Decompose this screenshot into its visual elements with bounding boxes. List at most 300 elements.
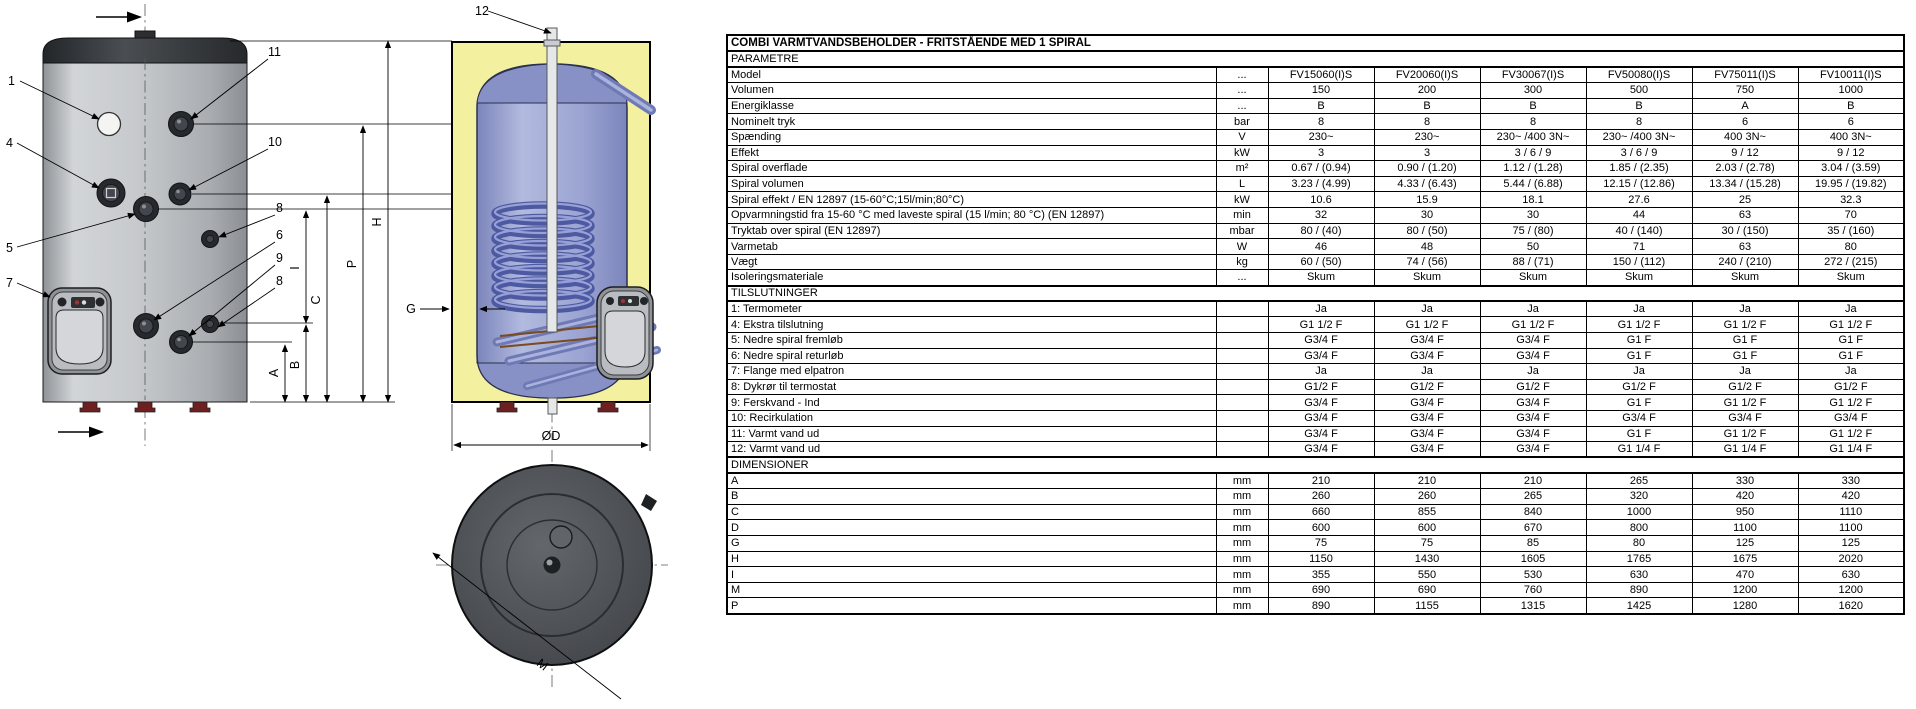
row-value: 8 <box>1480 114 1586 130</box>
row-unit: L <box>1216 176 1268 192</box>
row-value: 1425 <box>1586 598 1692 614</box>
row-value: G3/4 F <box>1586 411 1692 427</box>
table-title: COMBI VARMTVANDSBEHOLDER - FRITSTÅENDE MED 1 SPIRAL <box>727 35 1904 51</box>
row-value: 760 <box>1480 582 1586 598</box>
row-label: 5: Nedre spiral fremløb <box>727 333 1216 349</box>
row-value: B <box>1374 98 1480 114</box>
row-value: 550 <box>1374 567 1480 583</box>
row-value: G1/2 F <box>1586 379 1692 395</box>
top-view-hub <box>544 557 561 574</box>
port-10 <box>169 183 191 205</box>
row-value: G1 1/2 F <box>1692 426 1798 442</box>
row-value: G1/2 F <box>1268 379 1374 395</box>
row-value: 1100 <box>1692 520 1798 536</box>
row-label: A <box>727 473 1216 489</box>
row-value: 855 <box>1374 504 1480 520</box>
row-value: 46 <box>1268 239 1374 255</box>
row-unit: min <box>1216 208 1268 224</box>
row-value: 1150 <box>1268 551 1374 567</box>
row-value: Ja <box>1692 364 1798 380</box>
row-unit: mm <box>1216 551 1268 567</box>
row-label: Effekt <box>727 145 1216 161</box>
dim-label-c: C <box>309 295 323 305</box>
row-value: 8 <box>1374 114 1480 130</box>
row-value: 300 <box>1480 83 1586 99</box>
row-value: 150 / (112) <box>1586 254 1692 270</box>
row-value: 125 <box>1692 536 1798 552</box>
row-unit <box>1216 301 1268 317</box>
row-value: 32 <box>1268 208 1374 224</box>
row-unit: mm <box>1216 536 1268 552</box>
row-value: G3/4 F <box>1480 442 1586 458</box>
row-value: G1 F <box>1586 348 1692 364</box>
row-value: 150 <box>1268 83 1374 99</box>
row-value: 1430 <box>1374 551 1480 567</box>
dim-label-a: A <box>267 368 281 378</box>
row-value: 75 <box>1374 536 1480 552</box>
row-value: 630 <box>1798 567 1904 583</box>
row-value: 8 <box>1586 114 1692 130</box>
row-unit: mbar <box>1216 223 1268 239</box>
row-value: G1 F <box>1798 333 1904 349</box>
row-value: 1000 <box>1798 83 1904 99</box>
row-unit: m² <box>1216 161 1268 177</box>
row-unit: ... <box>1216 67 1268 83</box>
row-value: Skum <box>1586 270 1692 286</box>
row-label: Spiral volumen <box>727 176 1216 192</box>
row-unit <box>1216 442 1268 458</box>
row-label: B <box>727 489 1216 505</box>
row-value: 27.6 <box>1586 192 1692 208</box>
row-value: Ja <box>1480 364 1586 380</box>
row-value: G1 F <box>1798 348 1904 364</box>
row-value: 890 <box>1586 582 1692 598</box>
row-value: 1280 <box>1692 598 1798 614</box>
row-value: 48 <box>1374 239 1480 255</box>
technical-drawing <box>0 0 726 709</box>
row-value: 1765 <box>1586 551 1692 567</box>
row-value: 80 <box>1798 239 1904 255</box>
row-value: Skum <box>1480 270 1586 286</box>
callout-label-6: 6 <box>276 228 283 242</box>
row-value: B <box>1480 98 1586 114</box>
row-value: 260 <box>1268 489 1374 505</box>
row-value: G1 F <box>1692 348 1798 364</box>
row-unit <box>1216 379 1268 395</box>
row-value: 13.34 / (15.28) <box>1692 176 1798 192</box>
row-label: G <box>727 536 1216 552</box>
row-label: Vægt <box>727 254 1216 270</box>
callout-label-11: 11 <box>268 45 281 59</box>
row-value: 320 <box>1586 489 1692 505</box>
row-value: G3/4 F <box>1692 411 1798 427</box>
row-value: 6 <box>1692 114 1798 130</box>
row-unit <box>1216 411 1268 427</box>
callout-label-5: 5 <box>6 241 13 255</box>
row-value: G1 1/2 F <box>1586 317 1692 333</box>
row-label: I <box>727 567 1216 583</box>
pipe-collar <box>544 40 560 46</box>
center-pipe <box>547 28 557 332</box>
row-value: 125 <box>1798 536 1904 552</box>
row-value: G3/4 F <box>1268 426 1374 442</box>
row-value: 32.3 <box>1798 192 1904 208</box>
row-label: Varmetab <box>727 239 1216 255</box>
row-value: G1 1/2 F <box>1798 395 1904 411</box>
callout-label-9: 9 <box>276 251 283 265</box>
row-unit: ... <box>1216 83 1268 99</box>
callout-label-12: 12 <box>475 4 489 18</box>
row-value: Ja <box>1374 301 1480 317</box>
row-value: 30 / (150) <box>1692 223 1798 239</box>
dim-label-h: H <box>370 217 384 227</box>
row-value: G3/4 F <box>1480 411 1586 427</box>
row-value: 1605 <box>1480 551 1586 567</box>
row-value: 1620 <box>1798 598 1904 614</box>
row-value: A <box>1692 98 1798 114</box>
row-value: 19.95 / (19.82) <box>1798 176 1904 192</box>
row-value: G3/4 F <box>1374 348 1480 364</box>
row-value: 3 <box>1268 145 1374 161</box>
section-header: PARAMETRE <box>727 51 1904 67</box>
row-value: G3/4 F <box>1480 348 1586 364</box>
row-value: FV50080(I)S <box>1586 67 1692 83</box>
row-value: Ja <box>1586 364 1692 380</box>
row-unit: mm <box>1216 473 1268 489</box>
row-value: FV10011(I)S <box>1798 67 1904 83</box>
row-value: G3/4 F <box>1374 411 1480 427</box>
row-label: C <box>727 504 1216 520</box>
section-header: TILSLUTNINGER <box>727 286 1904 302</box>
row-value: 3 / 6 / 9 <box>1480 145 1586 161</box>
top-view <box>433 450 668 699</box>
row-value: G1 1/4 F <box>1692 442 1798 458</box>
row-label: Nominelt tryk <box>727 114 1216 130</box>
row-value: 8 <box>1268 114 1374 130</box>
row-value: B <box>1268 98 1374 114</box>
row-value: 890 <box>1268 598 1374 614</box>
row-value: B <box>1798 98 1904 114</box>
row-unit: ... <box>1216 270 1268 286</box>
row-value: G1 1/2 F <box>1798 426 1904 442</box>
row-value: 230~ <box>1374 129 1480 145</box>
row-value: FV15060(I)S <box>1268 67 1374 83</box>
row-value: Ja <box>1798 364 1904 380</box>
row-unit: W <box>1216 239 1268 255</box>
row-label: Model <box>727 67 1216 83</box>
row-value: FV30067(I)S <box>1480 67 1586 83</box>
section-view <box>406 4 657 451</box>
row-label: Tryktab over spiral (EN 12897) <box>727 223 1216 239</box>
row-label: 7: Flange med elpatron <box>727 364 1216 380</box>
row-value: G1 1/2 F <box>1798 317 1904 333</box>
top-view-notch <box>641 494 657 511</box>
row-unit <box>1216 426 1268 442</box>
row-value: Ja <box>1692 301 1798 317</box>
row-value: 260 <box>1374 489 1480 505</box>
row-value: 400 3N~ <box>1798 129 1904 145</box>
row-value: 80 <box>1586 536 1692 552</box>
row-value: 60 / (50) <box>1268 254 1374 270</box>
row-value: G1 F <box>1586 333 1692 349</box>
row-value: G3/4 F <box>1374 442 1480 458</box>
spiral-coil <box>495 204 591 310</box>
row-value: 3 / 6 / 9 <box>1586 145 1692 161</box>
row-value: Ja <box>1374 364 1480 380</box>
row-unit: V <box>1216 129 1268 145</box>
row-value: 1675 <box>1692 551 1798 567</box>
dim-label-p: P <box>345 259 359 269</box>
row-value: 630 <box>1586 567 1692 583</box>
row-value: G3/4 F <box>1268 395 1374 411</box>
row-value: 670 <box>1480 520 1586 536</box>
row-value: 330 <box>1692 473 1798 489</box>
row-value: 470 <box>1692 567 1798 583</box>
row-unit: kW <box>1216 145 1268 161</box>
row-value: 1.12 / (1.28) <box>1480 161 1586 177</box>
row-value: G1 F <box>1692 333 1798 349</box>
row-value: 0.90 / (1.20) <box>1374 161 1480 177</box>
row-value: G3/4 F <box>1374 426 1480 442</box>
row-unit: kg <box>1216 254 1268 270</box>
row-value: 690 <box>1374 582 1480 598</box>
row-value: Skum <box>1268 270 1374 286</box>
row-unit: mm <box>1216 567 1268 583</box>
row-unit: mm <box>1216 598 1268 614</box>
row-value: 210 <box>1480 473 1586 489</box>
row-value: 9 / 12 <box>1692 145 1798 161</box>
row-unit: mm <box>1216 582 1268 598</box>
row-value: 500 <box>1586 83 1692 99</box>
row-value: G1 1/4 F <box>1798 442 1904 458</box>
row-value: G1 F <box>1586 395 1692 411</box>
row-value: Ja <box>1268 364 1374 380</box>
row-label: Spiral overflade <box>727 161 1216 177</box>
dim-label-g: G <box>406 302 416 316</box>
dim-label-b: B <box>288 360 302 370</box>
row-value: 265 <box>1480 489 1586 505</box>
row-value: 1200 <box>1692 582 1798 598</box>
row-unit <box>1216 364 1268 380</box>
row-label: Volumen <box>727 83 1216 99</box>
row-value: G3/4 F <box>1374 333 1480 349</box>
row-value: 330 <box>1798 473 1904 489</box>
row-value: 230~ <box>1268 129 1374 145</box>
callout-label-4: 4 <box>6 136 13 150</box>
row-value: 3.04 / (3.59) <box>1798 161 1904 177</box>
port-1-thermometer <box>98 113 121 136</box>
row-value: G1/2 F <box>1374 379 1480 395</box>
row-value: G3/4 F <box>1798 411 1904 427</box>
row-value: 25 <box>1692 192 1798 208</box>
row-value: B <box>1586 98 1692 114</box>
row-label: 4: Ekstra tilslutning <box>727 317 1216 333</box>
row-value: G3/4 F <box>1374 395 1480 411</box>
row-value: G3/4 F <box>1268 333 1374 349</box>
row-value: G1/2 F <box>1798 379 1904 395</box>
row-value: 2020 <box>1798 551 1904 567</box>
row-label: 10: Recirkulation <box>727 411 1216 427</box>
row-value: 74 / (56) <box>1374 254 1480 270</box>
row-unit <box>1216 395 1268 411</box>
row-value: 530 <box>1480 567 1586 583</box>
row-value: G1 1/2 F <box>1692 395 1798 411</box>
row-label: 1: Termometer <box>727 301 1216 317</box>
port-5 <box>134 197 159 222</box>
row-unit: kW <box>1216 192 1268 208</box>
bottom-pipe-stub <box>548 398 557 414</box>
row-value: G3/4 F <box>1268 442 1374 458</box>
top-view-port <box>550 526 572 548</box>
row-value: 9 / 12 <box>1798 145 1904 161</box>
row-value: 44 <box>1586 208 1692 224</box>
row-unit: bar <box>1216 114 1268 130</box>
row-unit: mm <box>1216 504 1268 520</box>
row-value: 230~ /400 3N~ <box>1480 129 1586 145</box>
port-6 <box>134 314 159 339</box>
row-value: 420 <box>1692 489 1798 505</box>
row-value: 10.6 <box>1268 192 1374 208</box>
row-value: G1 1/2 F <box>1480 317 1586 333</box>
row-value: 5.44 / (6.88) <box>1480 176 1586 192</box>
row-label: H <box>727 551 1216 567</box>
section-cut-arrowhead-bottom <box>89 427 104 438</box>
row-label: Opvarmningstid fra 15-60 °C med laveste spiral (15 l/min; 80 °C) (EN 12897) <box>727 208 1216 224</box>
row-value: Ja <box>1480 301 1586 317</box>
dim-label-m: M <box>534 656 551 674</box>
row-unit <box>1216 333 1268 349</box>
row-value: 3 <box>1374 145 1480 161</box>
row-value: 70 <box>1798 208 1904 224</box>
row-value: 1.85 / (2.35) <box>1586 161 1692 177</box>
control-panel-front <box>48 288 111 374</box>
callout-label-8b: 8 <box>276 274 283 288</box>
row-value: 6 <box>1798 114 1904 130</box>
control-panel-section <box>597 287 653 379</box>
row-value: 15.9 <box>1374 192 1480 208</box>
row-value: G1 F <box>1586 426 1692 442</box>
row-value: G1 1/2 F <box>1268 317 1374 333</box>
row-value: 750 <box>1692 83 1798 99</box>
row-label: 12: Varmt vand ud <box>727 442 1216 458</box>
dim-label-d: ØD <box>541 429 561 443</box>
section-cut-arrowhead-top <box>127 12 142 23</box>
row-label: 9: Ferskvand - Ind <box>727 395 1216 411</box>
row-label: 6: Nedre spiral returløb <box>727 348 1216 364</box>
row-value: FV75011(I)S <box>1692 67 1798 83</box>
row-value: 1000 <box>1586 504 1692 520</box>
row-value: 1200 <box>1798 582 1904 598</box>
row-value: 240 / (210) <box>1692 254 1798 270</box>
port-4 <box>97 179 125 207</box>
row-value: G1/2 F <box>1692 379 1798 395</box>
row-label: 11: Varmt vand ud <box>727 426 1216 442</box>
row-value: 1155 <box>1374 598 1480 614</box>
row-value: Skum <box>1692 270 1798 286</box>
row-value: 265 <box>1586 473 1692 489</box>
row-value: G3/4 F <box>1480 333 1586 349</box>
callout-label-1: 1 <box>8 74 15 88</box>
row-value: G3/4 F <box>1480 395 1586 411</box>
row-value: 1110 <box>1798 504 1904 520</box>
row-value: G3/4 F <box>1268 411 1374 427</box>
row-value: 30 <box>1374 208 1480 224</box>
row-unit <box>1216 348 1268 364</box>
row-value: 800 <box>1586 520 1692 536</box>
row-value: 400 3N~ <box>1692 129 1798 145</box>
row-value: 18.1 <box>1480 192 1586 208</box>
row-label: Energiklasse <box>727 98 1216 114</box>
row-label: Spiral effekt / EN 12897 (15-60°C;15l/min;80°C) <box>727 192 1216 208</box>
row-label: Isoleringsmateriale <box>727 270 1216 286</box>
callout-label-7: 7 <box>6 276 13 290</box>
row-unit: mm <box>1216 489 1268 505</box>
row-label: M <box>727 582 1216 598</box>
row-value: 230~ /400 3N~ <box>1586 129 1692 145</box>
row-value: 660 <box>1268 504 1374 520</box>
row-label: Spænding <box>727 129 1216 145</box>
row-value: 2.03 / (2.78) <box>1692 161 1798 177</box>
row-value: 71 <box>1586 239 1692 255</box>
port-11 <box>169 112 194 137</box>
row-unit <box>1216 317 1268 333</box>
row-value: Skum <box>1374 270 1480 286</box>
row-value: 40 / (140) <box>1586 223 1692 239</box>
row-value: 1315 <box>1480 598 1586 614</box>
row-label: D <box>727 520 1216 536</box>
row-value: Skum <box>1798 270 1904 286</box>
row-value: 210 <box>1268 473 1374 489</box>
row-value: 690 <box>1268 582 1374 598</box>
callout-label-10: 10 <box>268 135 282 149</box>
row-value: 4.33 / (6.43) <box>1374 176 1480 192</box>
row-unit: mm <box>1216 520 1268 536</box>
row-value: Ja <box>1586 301 1692 317</box>
row-value: G1 1/2 F <box>1374 317 1480 333</box>
row-label: 8: Dykrør til termostat <box>727 379 1216 395</box>
top-connection <box>135 31 155 38</box>
row-value: 35 / (160) <box>1798 223 1904 239</box>
row-value: 420 <box>1798 489 1904 505</box>
dim-label-i: I <box>288 266 302 270</box>
row-label: P <box>727 598 1216 614</box>
row-value: 600 <box>1374 520 1480 536</box>
row-value: 63 <box>1692 208 1798 224</box>
row-value: 1100 <box>1798 520 1904 536</box>
section-header: DIMENSIONER <box>727 457 1904 473</box>
row-value: 75 <box>1268 536 1374 552</box>
row-value: 210 <box>1374 473 1480 489</box>
row-value: Ja <box>1268 301 1374 317</box>
row-value: 840 <box>1480 504 1586 520</box>
row-value: 600 <box>1268 520 1374 536</box>
row-value: G3/4 F <box>1480 426 1586 442</box>
row-value: G1 1/4 F <box>1586 442 1692 458</box>
row-value: 12.15 / (12.86) <box>1586 176 1692 192</box>
row-value: 3.23 / (4.99) <box>1268 176 1374 192</box>
spec-table <box>726 34 1905 615</box>
row-value: G3/4 F <box>1268 348 1374 364</box>
port-8a <box>202 231 219 248</box>
row-value: G1/2 F <box>1480 379 1586 395</box>
row-value: 272 / (215) <box>1798 254 1904 270</box>
row-value: Ja <box>1798 301 1904 317</box>
row-value: 88 / (71) <box>1480 254 1586 270</box>
row-value: 200 <box>1374 83 1480 99</box>
row-value: 0.67 / (0.94) <box>1268 161 1374 177</box>
row-unit: ... <box>1216 98 1268 114</box>
callout-label-8a: 8 <box>276 201 283 215</box>
